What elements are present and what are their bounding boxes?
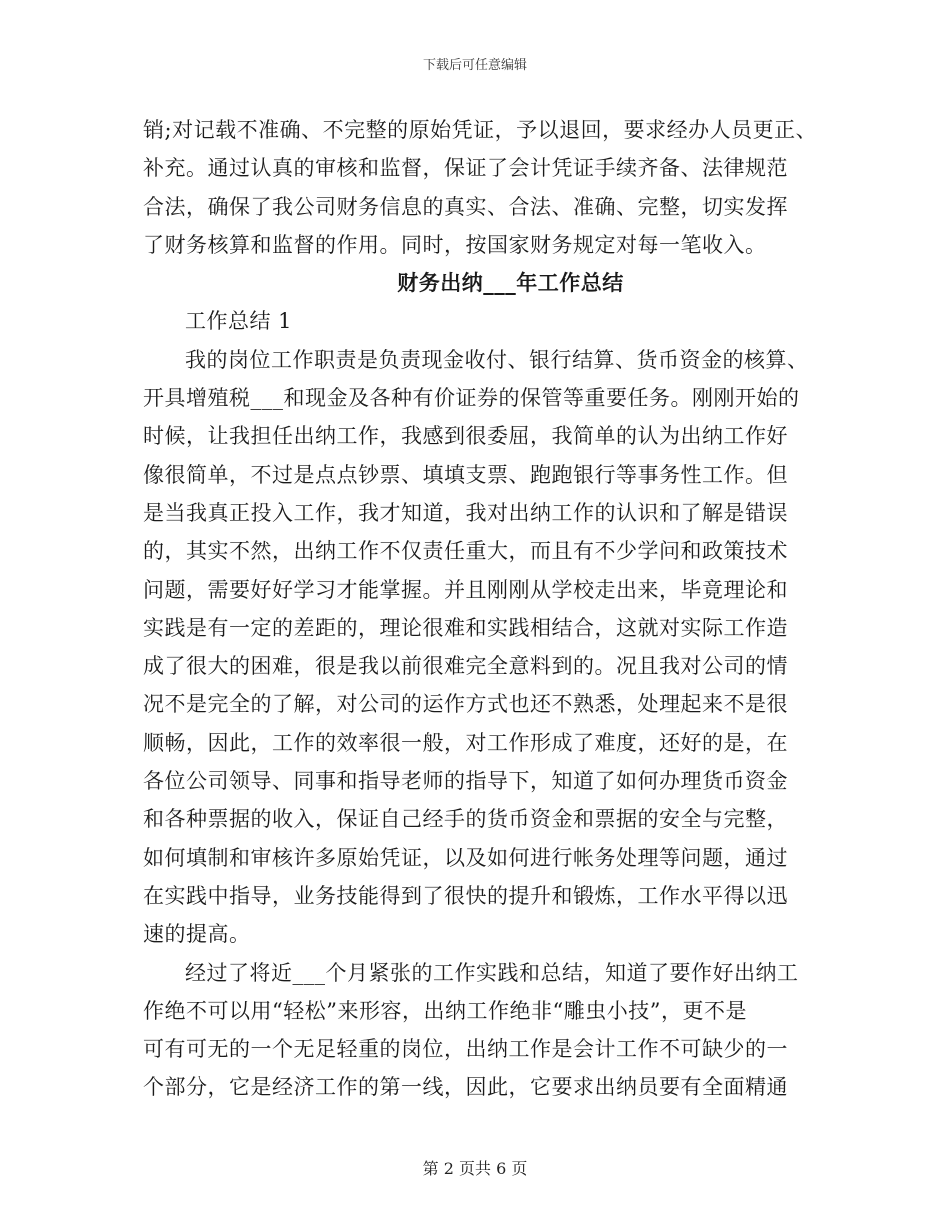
section-title: 财务出纳___年工作总结 [397,270,624,296]
text-line: 和各种票据的收入，保证自己经手的货币资金和票据的安全与完整， [143,807,788,832]
text-line: 可有可无的一个无足轻重的岗位，出纳工作是会计工作不可缺少的一 [143,1037,788,1062]
text-line: 况不是完全的了解，对公司的运作方式也还不熟悉，处理起来不是很 [143,692,788,717]
text-line: 了财务核算和监督的作用。同时，按国家财务规定对每一笔收入。 [143,232,767,257]
text-line: 如何填制和审核许多原始凭证，以及如何进行帐务处理等问题，通过 [143,845,788,870]
text-line: 经过了将近___个月紧张的工作实践和总结，知道了要作好出纳工 [185,960,799,985]
text-line: 的，其实不然，出纳工作不仅责任重大，而且有不少学问和政策技术 [143,539,788,564]
page-footer: 第 2 页共 6 页 [422,1159,528,1178]
text-line: 销;对记载不准确、不完整的原始凭证，予以退回，要求经办人员更正、 [143,118,818,142]
text-line: 我的岗位工作职责是负责现金收付、银行结算、货币资金的核算、 [185,347,809,372]
document-body [143,111,823,1107]
text-line: 在实践中指导，业务技能得到了很快的提升和锻炼，工作水平得以迅 [143,883,788,908]
text-line: 个部分，它是经济工作的第一线，因此，它要求出纳员要有全面精通 [143,1075,788,1100]
text-line: 像很简单，不过是点点钞票、填填支票、跑跑银行等事务性工作。但 [143,462,788,487]
text-line: 工作总结 1 [185,309,293,334]
text-line: 开具增殖税___和现金及各种有价证券的保管等重要任务。刚刚开始的 [143,386,800,411]
text-line: 各位公司领导、同事和指导老师的指导下，知道了如何办理货币资金 [143,769,788,794]
text-line: 实践是有一定的差距的，理论很难和实践相结合，这就对实际工作造 [143,615,788,640]
text-line: 是当我真正投入工作，我才知道，我对出纳工作的认识和了解是错误 [143,500,788,525]
text-line: 时候，让我担任出纳工作，我感到很委屈，我简单的认为出纳工作好 [143,424,788,449]
text-line: 成了很大的困难，很是我以前很难完全意料到的。况且我对公司的情 [143,654,788,679]
text-line: 问题，需要好好学习才能掌握。并且刚刚从学校走出来，毕竟理论和 [143,577,788,602]
text-line: 作绝不可以用“轻松”来形容，出纳工作绝非“雕虫小技”，更不是 [143,998,747,1023]
page-header: 下载后可任意编辑 [422,58,527,73]
text-line: 合法，确保了我公司财务信息的真实、合法、准确、完整，切实发挥 [143,194,788,219]
text-line: 速的提高。 [143,922,251,947]
text-line: 补充。通过认真的审核和监督，保证了会计凭证手续齐备、法律规范 [143,156,788,181]
text-line: 顺畅，因此，工作的效率很一般，对工作形成了难度，还好的是，在 [143,730,788,755]
